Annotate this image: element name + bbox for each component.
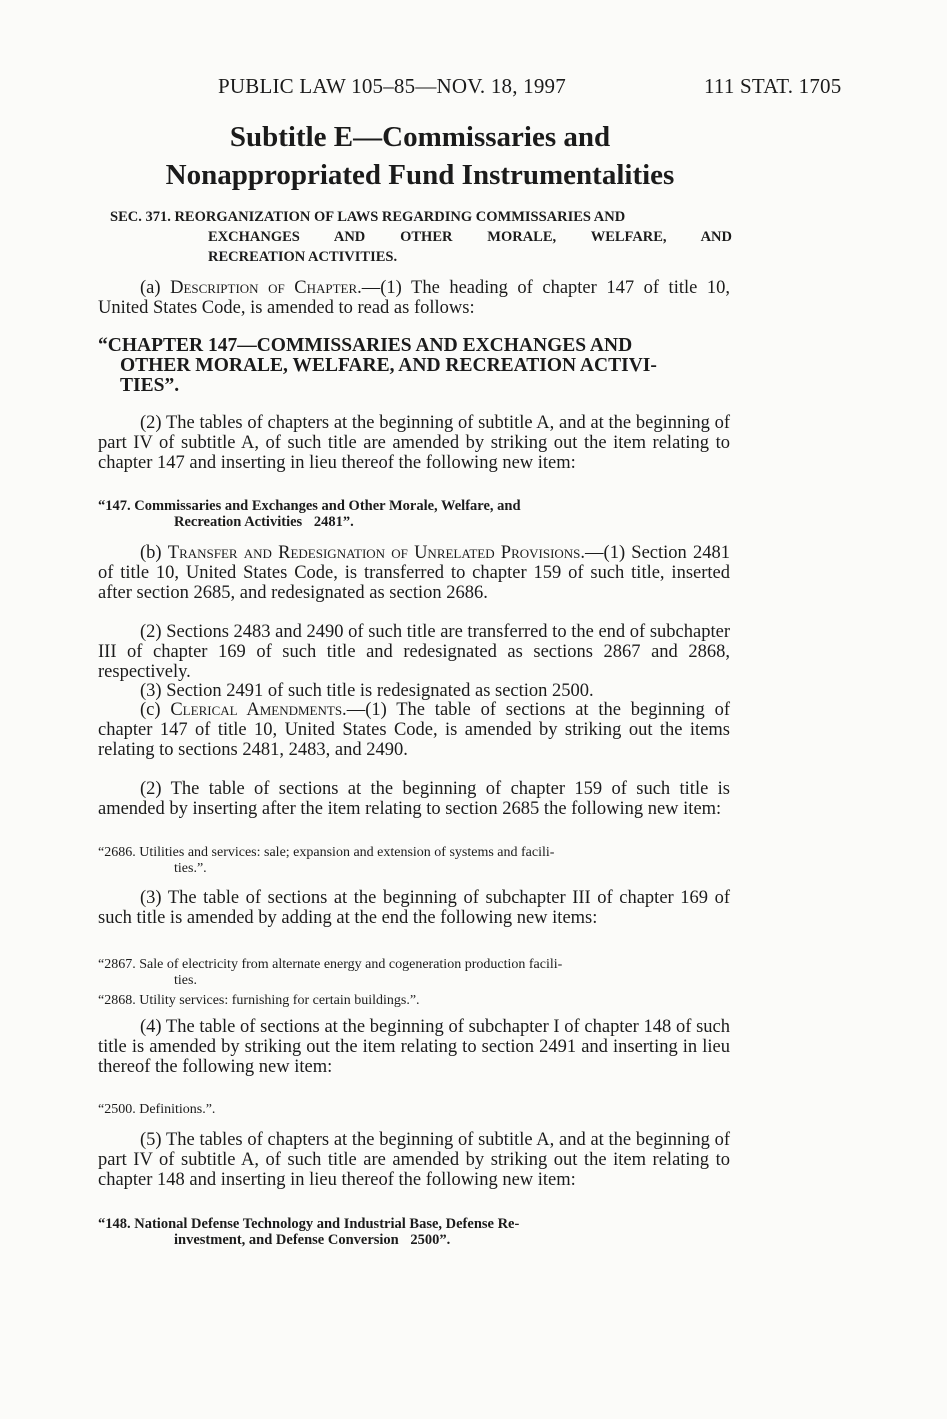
paragraph-c-heading: Clerical Amendments.	[170, 700, 347, 720]
chapter-heading	[98, 336, 732, 396]
paragraph-c-2: (2) The table of sections at the beginning of chapter 159 of such title is amended by inserting after the item relating to section 2685 the following new item:	[98, 779, 730, 819]
paragraph-a	[98, 278, 730, 318]
section-heading-line-1: SEC. 371. REORGANIZATION OF LAWS REGARDING COMMISSARIES AND	[110, 209, 626, 225]
table-item-2868: “2868. Utility services: furnishing for certain buildings.”.	[98, 993, 420, 1008]
paragraph-b	[98, 543, 730, 603]
paragraph-b-3: (3) Section 2491 of such title is redesignated as section 2500.	[140, 681, 594, 701]
subtitle-heading	[110, 118, 730, 194]
paragraph-a-2: (2) The tables of chapters at the beginning of subtitle A, and at the beginning of part IV of subtitle A, of such title are amended by striking out the item relating to chapter 147 and inserting in lieu thereof the following new item:	[98, 413, 730, 473]
table-item-2867-line-2: ties.	[174, 973, 197, 988]
paragraph-a-label: (a)	[140, 278, 171, 298]
paragraph-a-heading: Description of Chapter.	[170, 278, 362, 298]
running-header-page-number: 111 STAT. 1705	[704, 74, 842, 98]
table-item-148	[98, 1216, 730, 1248]
paragraph-c-3: (3) The table of sections at the beginning of subchapter III of chapter 169 of such title is amended by adding at the end the following new items:	[98, 888, 730, 928]
chapter-heading-line-1: “CHAPTER 147—COMMISSARIES AND EXCHANGES AND	[98, 335, 633, 356]
subtitle-line-1: Subtitle E—Commissaries and	[229, 121, 611, 153]
section-heading-line-3: RECREATION ACTIVITIES.	[208, 249, 398, 265]
paragraph-c-5: (5) The tables of chapters at the beginning of subtitle A, and at the beginning of part IV of subtitle A, of such title are amended by striking out the item relating to chapter 148 and inserting in lieu thereof the following new item:	[98, 1130, 730, 1190]
paragraph-b-label: (b)	[140, 543, 168, 563]
paragraph-c-text: —(1) The table of sections at the beginning of chapter 147 of title 10, United States Code, is amended by striking out the items relating to sections 2481, 2483, and 2490.	[98, 700, 730, 760]
paragraph-c-label: (c)	[140, 700, 171, 720]
table-item-2686	[98, 845, 730, 877]
chapter-heading-line-3: TIES”.	[120, 375, 180, 396]
table-items-2867-2868	[98, 957, 730, 1009]
table-item-148-line-2: investment, and Defense Conversion	[174, 1232, 399, 1248]
section-heading	[110, 207, 732, 267]
table-item-147-line-2: Recreation Activities	[174, 514, 303, 530]
section-heading-line-2: EXCHANGES AND OTHER MORALE, WELFARE, AND	[208, 229, 732, 245]
paragraph-b-heading: Transfer and Redesignation of Unrelated Provisions.	[167, 543, 586, 563]
paragraph-a-text: —(1) The heading of chapter 147 of title 10, United States Code, is amended to read as follows:	[98, 278, 730, 318]
running-header-citation: PUBLIC LAW 105–85—NOV. 18, 1997	[218, 74, 566, 98]
table-item-2686-line-1: “2686. Utilities and services: sale; expansion and extension of systems and facili-	[98, 845, 555, 860]
table-item-2686-line-2: ties.”.	[174, 861, 207, 876]
table-item-147-line-1: “147. Commissaries and Exchanges and Other Morale, Welfare, and	[98, 498, 521, 514]
paragraph-b-text: —(1) Section 2481 of title 10, United States Code, is transferred to chapter 159 of such title, inserted after section 2685, and redesignated as section 2686.	[98, 543, 730, 603]
table-item-2500: “2500. Definitions.”.	[98, 1102, 216, 1117]
table-item-147-page: 2481”.	[313, 514, 354, 530]
table-item-148-line-1: “148. National Defense Technology and Industrial Base, Defense Re-	[98, 1216, 520, 1232]
table-item-2867-line-1: “2867. Sale of electricity from alternate energy and cogeneration production facili-	[98, 957, 563, 972]
paragraph-b-2: (2) Sections 2483 and 2490 of such title are transferred to the end of subchapter III of chapter 169 of such title and redesignated as sections 2867 and 2868, respectively.	[98, 622, 730, 682]
table-item-147	[98, 498, 730, 530]
paragraph-c	[98, 700, 730, 760]
subtitle-line-2: Nonappropriated Fund Instrumentalities	[165, 159, 675, 191]
table-item-148-page: 2500”.	[410, 1232, 451, 1248]
paragraph-c-4: (4) The table of sections at the beginning of subchapter I of chapter 148 of such title is amended by striking out the item relating to section 2491 and inserting in lieu thereof the following new item:	[98, 1017, 730, 1077]
chapter-heading-line-2: OTHER MORALE, WELFARE, AND RECREATION ACTIVI-	[120, 355, 657, 376]
